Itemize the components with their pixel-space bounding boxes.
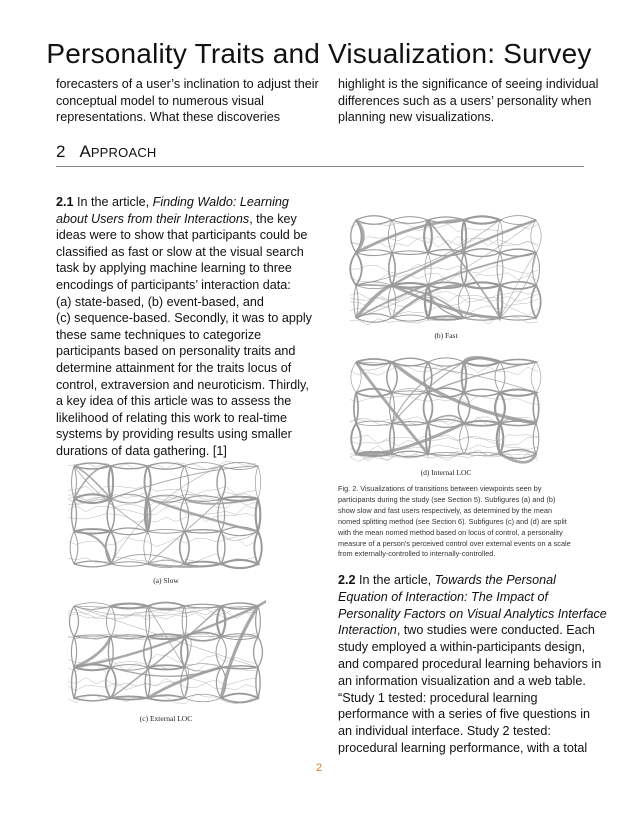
article-title-fragment: Towards the Personal: [434, 573, 556, 587]
page-number: 2: [315, 762, 323, 774]
text-line: classified as fast or slow at the visual search: [56, 244, 304, 259]
text-line: determine attainment for the traits locus of: [56, 360, 292, 375]
transition-curve: [258, 601, 266, 606]
text-fragment: In the article,: [73, 195, 153, 209]
figure-caption: [338, 484, 588, 560]
caption-line: from externally-controlled to internally-controlled.: [338, 549, 496, 559]
paragraph-2-1: [56, 194, 312, 460]
transition-edge: [144, 531, 152, 564]
text-line: control, extraversion and neuroticism. Thirdly,: [56, 377, 309, 392]
transition-edge: [354, 285, 358, 318]
figure-a-slow: [66, 456, 266, 574]
text-line: ideas were to show that participants could be: [56, 228, 308, 243]
transition-curve: [148, 667, 222, 698]
section-title-initial: A: [79, 142, 91, 161]
text-line: systems by providing results using smaller: [56, 427, 292, 442]
subsection-number: 2.1: [56, 195, 74, 209]
transition-edge: [356, 216, 392, 225]
transition-edge: [500, 359, 536, 364]
transition-curve: [111, 554, 185, 564]
transition-edge: [531, 285, 540, 318]
transition-curve: [356, 220, 363, 253]
text-line: participants based on personality traits and: [56, 344, 296, 359]
text-line: encodings of participants’ interaction data:: [56, 277, 291, 292]
section-heading: [56, 142, 157, 162]
transition-edge: [106, 606, 115, 637]
transition-edge: [531, 220, 541, 253]
transition-edge: [180, 466, 188, 499]
figure-d-internal-loc: [348, 352, 544, 464]
text-line: conceptual model to numerous visual: [56, 93, 264, 108]
transition-edge: [254, 637, 263, 668]
transition-edge: [389, 253, 395, 286]
transition-edge: [180, 531, 189, 564]
transition-edge: [146, 606, 150, 637]
text-line: representations. What these discoveries: [56, 110, 281, 125]
transition-edge: [217, 466, 225, 499]
text-line: durations of data gathering. [1]: [56, 443, 227, 458]
intro-right-text: [338, 76, 599, 126]
transition-edge: [464, 389, 500, 396]
article-title-fragment: about Users from their Interactions: [56, 211, 250, 226]
text-line: differences such as a users’ personality when: [338, 93, 592, 108]
section-number: 2: [56, 142, 66, 161]
transition-trace: [68, 513, 256, 522]
text-fragment: In the article,: [355, 573, 435, 587]
transition-trace: [68, 506, 256, 516]
article-title-fragment: Equation of Interaction: The Impact of: [338, 589, 549, 604]
caption-line: measure of a person’s perceived control over external events on a scale: [338, 538, 571, 548]
transition-curve: [356, 362, 428, 454]
intro-left-text: [56, 76, 319, 126]
text-line: (c) sequence-based. Secondly, it was to apply: [56, 311, 312, 326]
caption-line: nomed splitting method (see Section 6). Subfigures (c) and (d) are split: [338, 516, 567, 526]
text-line: an individual interface. Study 2 tested:: [338, 724, 551, 739]
transition-edge: [254, 531, 262, 564]
figure-b-label: (b) Fast: [434, 331, 458, 340]
transition-curve: [111, 466, 258, 499]
text-line: procedural learning performance, with a total: [338, 740, 588, 755]
figure-b-fast: [348, 210, 544, 328]
transition-edge: [495, 362, 505, 393]
text-line: a key idea of this article was to assess the: [56, 394, 292, 409]
transition-edge: [111, 494, 148, 503]
text-fragment: , the key: [249, 211, 297, 226]
transition-edge: [500, 249, 536, 256]
transition-edge: [392, 315, 428, 321]
transition-curve: [500, 253, 536, 318]
transition-edge: [70, 531, 78, 564]
transition-trace: [350, 434, 538, 443]
transition-edge: [356, 389, 392, 397]
transition-curve: [499, 423, 500, 454]
text-line: these same techniques to categorize: [56, 327, 262, 342]
section-rule: [56, 166, 584, 167]
transition-trace: [68, 677, 256, 687]
transition-curve: [111, 606, 221, 698]
figure-a-graphic: [66, 456, 266, 574]
text-line: study employed a within-participants design,: [338, 640, 586, 655]
section-title-rest: PPROACH: [90, 145, 157, 160]
figure-b-graphic: [348, 210, 544, 328]
transition-edge: [221, 560, 258, 568]
transition-edge: [464, 216, 500, 223]
transition-edge: [148, 463, 185, 470]
page-title: Personality Traits and Visualization: Survey: [46, 38, 592, 69]
paragraph-2-2: [338, 572, 607, 757]
figure-a-label: (a) Slow: [153, 576, 179, 585]
text-line: highlight is the significance of seeing individual: [338, 77, 599, 91]
text-line: forecasters of a user’s inclination to adjust their: [56, 77, 319, 91]
text-line: task by applying machine learning to three: [56, 261, 292, 276]
text-line: likelihood of relating this work to real-time: [56, 410, 287, 425]
transition-edge: [531, 362, 541, 393]
transition-edge: [462, 362, 467, 393]
text-line: [338, 622, 595, 639]
transition-edge: [533, 253, 540, 286]
text-line: planning new visualizations.: [338, 110, 495, 125]
text-line: [338, 606, 607, 623]
transition-edge: [498, 220, 503, 253]
text-line: [338, 589, 588, 606]
article-title-fragment: Personality Factors on Visual Analytics Interface: [338, 606, 607, 621]
transition-edge: [111, 562, 148, 567]
transition-edge: [184, 694, 221, 702]
text-line: (a) state-based, (b) event-based, and: [56, 294, 264, 309]
transition-trace: [350, 264, 538, 274]
transition-edge: [180, 499, 188, 532]
caption-line: Fig. 2. Visualizations of transitions between viewpoints seen by: [338, 484, 542, 493]
transition-edge: [464, 249, 500, 257]
transition-trace: [350, 223, 538, 232]
transition-edge: [392, 251, 428, 255]
transition-edge: [464, 282, 500, 288]
text-line: [56, 194, 296, 211]
transition-edge: [71, 637, 76, 668]
transition-trace: [350, 273, 538, 282]
transition-curve: [500, 253, 536, 318]
transition-edge: [216, 637, 226, 668]
text-line: an information visualization and a web table.: [338, 673, 586, 688]
transition-edge: [497, 253, 503, 286]
transition-edge: [533, 423, 539, 454]
transition-edge: [184, 530, 221, 533]
transition-edge: [144, 466, 150, 499]
subsection-number: 2.2: [338, 573, 356, 587]
transition-curve: [464, 358, 500, 362]
figure-c-label: (c) External LOC: [139, 714, 193, 723]
text-line: “Study 1 tested: procedural learning: [338, 690, 538, 705]
transition-edge: [111, 528, 148, 535]
transition-trace: [350, 437, 538, 446]
caption-line: with the mean nomed method based on locus of control, a personality: [338, 527, 563, 537]
figure-d-label: (d) Internal LOC: [420, 468, 472, 477]
transition-edge: [495, 393, 505, 424]
article-title-fragment: Finding Waldo: Learning: [152, 195, 289, 209]
transition-edge: [108, 466, 113, 499]
caption-line: participants during the study (see Section 5). Subfigures (a) and (b): [338, 494, 556, 504]
text-line: and compared procedural learning behaviors in: [338, 656, 602, 671]
transition-edge: [424, 393, 433, 424]
figure-c-external-loc: [66, 596, 266, 708]
text-fragment: , two studies were conducted. Each: [396, 623, 595, 638]
caption-line: show slow and fast users respectively, as determined by the mean: [338, 505, 553, 515]
transition-trace: [68, 486, 256, 495]
text-line: [338, 572, 588, 589]
figure-d-graphic: [348, 352, 544, 464]
text-line: [56, 211, 296, 228]
transition-edge: [392, 217, 428, 224]
figure-c-graphic: [66, 596, 266, 708]
transition-edge: [181, 667, 188, 698]
transition-edge: [256, 667, 260, 698]
transition-curve: [392, 285, 500, 318]
transition-curve: [356, 220, 464, 253]
transition-edge: [256, 499, 261, 532]
transition-edge: [148, 529, 185, 533]
article-title-fragment: Interaction: [338, 623, 397, 638]
transition-edge: [72, 466, 77, 499]
text-line: performance with a series of five questions in: [338, 707, 590, 722]
transition-edge: [255, 466, 260, 499]
